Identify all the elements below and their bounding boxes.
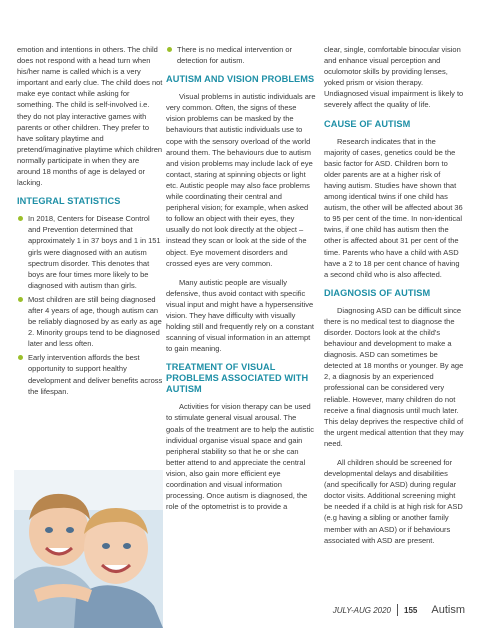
- section-heading: CAUSE OF AUTISM: [324, 118, 411, 129]
- column-middle: [166, 44, 316, 520]
- statistics-list-continued: [166, 44, 316, 66]
- body-paragraph: clear, single, comfortable binocular vision and enhance visual perception and oculomotor skills by providing lenses, yoked prism or vision therapy. Undiagnosed visual impairment is likely to severely affect the quality of life.: [324, 45, 464, 110]
- children-photo-illustration: [14, 470, 163, 628]
- bullet-icon: [18, 355, 23, 360]
- body-paragraph: Visual problems in autistic individuals are very common. Often, the signs of these vision problems can be masked by the behaviours that autistic individuals use to cope with the sensory overload of the world around them. The behaviours due to autism and vision problems may include lack of eye contact, staring at spinning objects or light etc. Autistic people may also face problems while coordinating their central and peripheral vision; for example, when asked to follow an object with their eyes, they usually do not look directly at the object –instead they scan or look at the side of the object. Eye movement disorders and crossed eyes are very common.: [166, 92, 316, 268]
- column-left: [17, 44, 163, 405]
- statistics-list: [17, 213, 163, 397]
- section-heading: DIAGNOSIS OF AUTISM: [324, 287, 431, 298]
- section-name: Autism: [431, 604, 465, 616]
- list-item: Most children are still being diagnosed after 4 years of age, though autism can be reliably diagnosed by as early as age 2. Minority groups tend to be diagnosed later and less often.: [17, 294, 163, 349]
- list-item: Early intervention affords the best opportunity to support healthy development and deliver benefits across the lifespan.: [17, 352, 163, 396]
- children-photo: [14, 470, 163, 628]
- bullet-icon: [18, 216, 23, 221]
- list-item: There is no medical intervention or detection for autism.: [166, 44, 316, 66]
- body-paragraph: Research indicates that in the majority of cases, genetics could be the basic factor for ASD. Children born to older parents are at a higher risk of having autism. Studies have shown that among identical twins if one child has autism, the other will be affected about 36 to 95 per cent of the time. In non-identical twins, if one child has autism then the other is affected about 31 per cent of the time. Parents who have a child with ASD have a 2 to 18 per cent chance of having a second child who is also affected.: [324, 136, 463, 279]
- body-paragraph: Many autistic people are visually defensive, thus avoid contact with specific visual input and might have a hypersensitive vision. They have difficulty with visually holding still and frequently rely on a constant scanning of visual information in an attempt to gain meaning.: [166, 277, 315, 354]
- section-heading: INTEGRAL STATISTICS: [17, 196, 121, 207]
- column-right: [324, 44, 464, 554]
- bullet-icon: [167, 47, 172, 52]
- issue-date: JULY-AUG 2020: [332, 605, 392, 615]
- body-paragraph: Diagnosing ASD can be difficult since there is no medical test to diagnose the disorder. Doctors look at the child's behaviour and development to make a diagnosis. ASD can sometimes be detected at 18 months or younger. By age 2, a diagnosis by an experienced professional can be considered very reliable. However, many children do not receive a final diagnosis until much later. This delay deprives the respective child of the urgent medical attention that they may need.: [324, 305, 464, 448]
- body-paragraph: emotion and intentions in others. The child does not respond with a head turn when his/her name is called which is a very important and early clue. The child does not make eye contact while asking for something. The child is self-involved i.e. they do not play interactive games with parents or other children. They prefer to have solitary playtime and pretend/imaginative playtime which children normally participate in when they are around 18 months of age is delayed or lacking.: [17, 45, 163, 188]
- bullet-icon: [18, 297, 23, 302]
- list-item: In 2018, Centers for Disease Control and Prevention determined that approximately 1 in 37 boys and 1 in 151 girls were diagnosed with an autism spectrum disorder. This denotes that boys are four times more likely to be diagnosed with autism than girls.: [17, 213, 163, 291]
- footer-divider: [397, 604, 398, 616]
- page-number: 155: [404, 605, 418, 615]
- section-heading: TREATMENT OF VISUAL PROBLEMS ASSOCIATED WITH AUTISM: [166, 362, 309, 395]
- body-paragraph: All children should be screened for developmental delays and disabilities (and specifically for ASD) during regular doctor visits. Additional screening might be needed if a child is at high risk for ASD (e.g having a sibling or another family member with an ASD) or if behaviours associated with ASD are present.: [324, 458, 463, 545]
- body-paragraph: Activities for vision therapy can be used to stimulate general visual arousal. The goals of the treatment are to help the autistic individual organise visual space and gain peripheral stability so that he or she can better attend to and appreciate the central vision, also gain more efficient eye coordination and visual information processing. Once autism is diagnosed, the role of the optometrist is to provide a: [166, 402, 315, 512]
- page-footer: [333, 603, 465, 617]
- section-heading: AUTISM AND VISION PROBLEMS: [166, 74, 315, 85]
